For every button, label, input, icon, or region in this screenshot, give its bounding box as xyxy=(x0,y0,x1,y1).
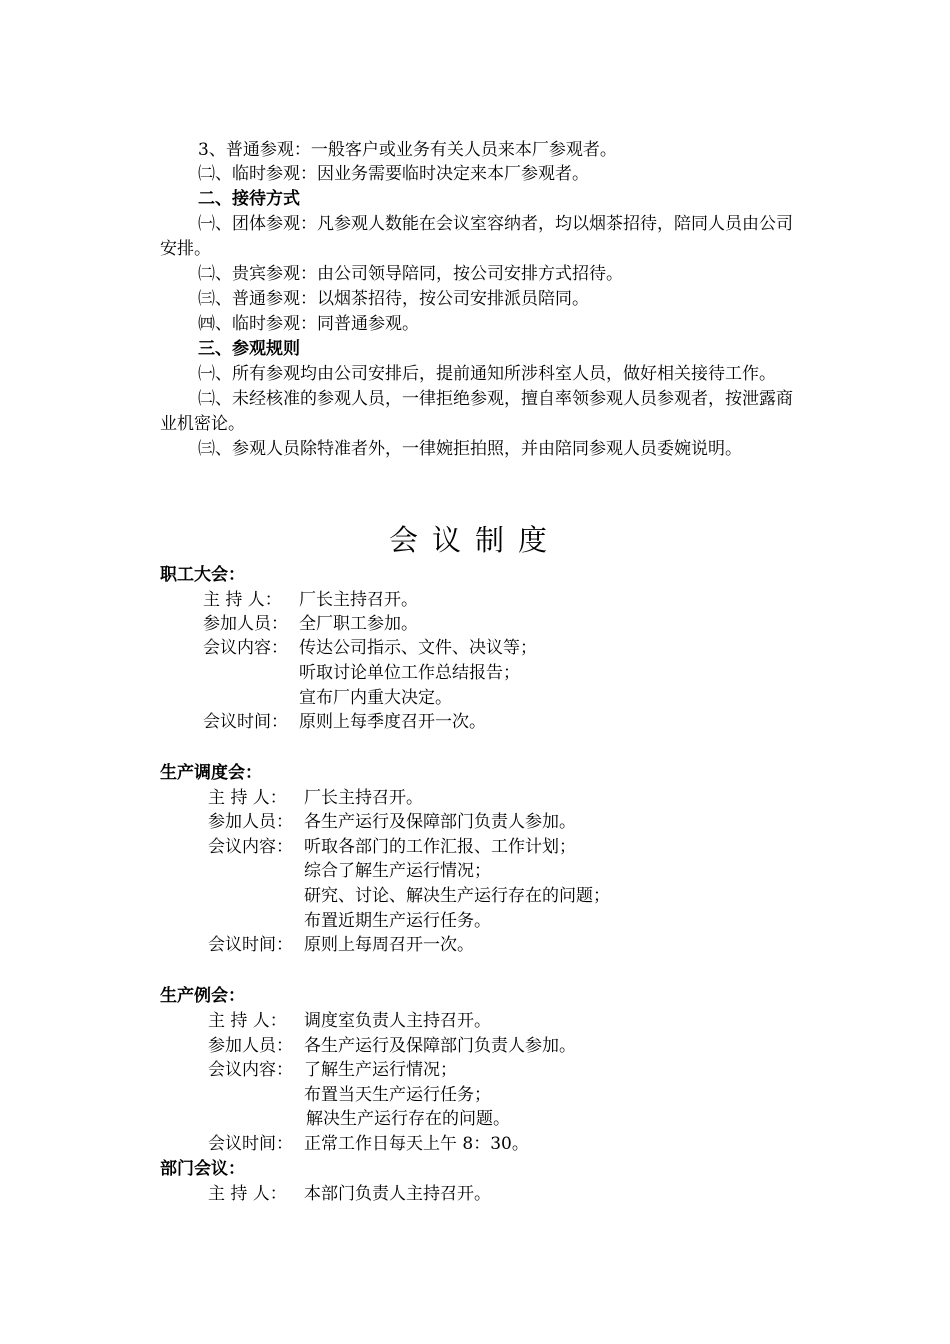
routine-content-2: 布置当天生产运行任务； xyxy=(304,1085,491,1105)
dispatch-content-4: 布置近期生产运行任务。 xyxy=(304,911,491,931)
attend-value: 全厂职工参加。 xyxy=(299,614,418,634)
staff-meeting-heading: 职工大会： xyxy=(160,565,245,585)
dispatch-content-3: 研究、讨论、解决生产运行存在的问题； xyxy=(304,886,610,906)
routine-meeting-heading: 生产例会： xyxy=(160,986,245,1006)
attend-value: 各生产运行及保障部门负责人参加。 xyxy=(304,1036,576,1056)
reception-normal-line: ㈢、普通参观：以烟茶招待，按公司安排派员陪同。 xyxy=(198,289,589,309)
content-label: 会议内容： xyxy=(208,837,293,857)
time-value: 原则上每周召开一次。 xyxy=(304,935,474,955)
staff-content-2: 听取讨论单位工作总结报告； xyxy=(299,663,520,683)
staff-attend-row xyxy=(0,612,950,636)
host-label: 主 持 人： xyxy=(208,788,287,808)
content-value: 了解生产运行情况； xyxy=(304,1060,457,1080)
host-value: 本部门负责人主持召开。 xyxy=(304,1184,491,1204)
dispatch-content-2: 综合了解生产运行情况； xyxy=(304,861,491,881)
attend-label: 参加人员： xyxy=(203,614,288,634)
dispatch-meeting-heading: 生产调度会： xyxy=(160,763,262,783)
host-label: 主 持 人： xyxy=(203,590,282,610)
reception-vip-line: ㈡、贵宾参观：由公司领导陪同，按公司安排方式招待。 xyxy=(198,264,623,284)
host-value: 厂长主持召开。 xyxy=(304,788,423,808)
section-heading-reception-method: 二、接待方式 xyxy=(198,189,300,209)
meeting-system-title: 会议制度 xyxy=(388,523,561,557)
content-label: 会议内容： xyxy=(203,638,288,658)
host-label: 主 持 人： xyxy=(208,1011,287,1031)
host-value: 调度室负责人主持召开。 xyxy=(304,1011,491,1031)
content-value: 传达公司指示、文件、决议等； xyxy=(299,638,537,658)
reception-temp-method-line: ㈣、临时参观：同普通参观。 xyxy=(198,314,419,334)
time-label: 会议时间： xyxy=(208,1134,293,1154)
visit-rule-2: ㈡、未经核准的参观人员，一律拒绝参观，擅自率领参观人员参观者，按泄露商 xyxy=(198,389,793,409)
content-label: 会议内容： xyxy=(208,1060,293,1080)
reception-group-line-cont: 安排。 xyxy=(160,239,211,259)
visit-rule-3: ㈢、参观人员除特准者外，一律婉拒拍照，并由陪同参观人员委婉说明。 xyxy=(198,439,742,459)
routine-attend-row xyxy=(0,1034,950,1058)
section-heading-visit-rules: 三、参观规则 xyxy=(198,339,300,359)
dispatch-host-row xyxy=(0,786,950,810)
time-label: 会议时间： xyxy=(203,712,288,732)
attend-value: 各生产运行及保障部门负责人参加。 xyxy=(304,812,576,832)
visit-rule-1: ㈠、所有参观均由公司安排后，提前通知所涉科室人员，做好相关接待工作。 xyxy=(198,364,776,384)
content-value: 听取各部门的工作汇报、工作计划； xyxy=(304,837,576,857)
attend-label: 参加人员： xyxy=(208,812,293,832)
reception-common-line: 3、普通参观：一般客户或业务有关人员来本厂参观者。 xyxy=(198,140,617,160)
routine-host-row xyxy=(0,1009,950,1033)
time-value: 正常工作日每天上午 8：30。 xyxy=(304,1134,529,1154)
dept-host-row xyxy=(0,1182,950,1206)
staff-content-row xyxy=(0,636,950,660)
routine-time-row xyxy=(0,1132,950,1156)
reception-temp-line: ㈡、临时参观：因业务需要临时决定来本厂参观者。 xyxy=(198,164,589,184)
dept-meeting-heading: 部门会议： xyxy=(160,1159,245,1179)
staff-content-3: 宣布厂内重大决定。 xyxy=(299,688,452,708)
staff-time-row xyxy=(0,710,950,734)
dispatch-content-row xyxy=(0,835,950,859)
attend-label: 参加人员： xyxy=(208,1036,293,1056)
reception-group-line: ㈠、团体参观：凡参观人数能在会议室容纳者，均以烟茶招待，陪同人员由公司 xyxy=(198,214,793,234)
routine-content-row xyxy=(0,1058,950,1082)
host-value: 厂长主持召开。 xyxy=(299,590,418,610)
dispatch-attend-row xyxy=(0,810,950,834)
dispatch-time-row xyxy=(0,933,950,957)
host-label: 主 持 人： xyxy=(208,1184,287,1204)
visit-rule-2-cont: 业机密论。 xyxy=(160,414,245,434)
routine-content-3: 解决生产运行存在的问题。 xyxy=(306,1109,510,1129)
time-label: 会议时间： xyxy=(208,935,293,955)
time-value: 原则上每季度召开一次。 xyxy=(299,712,486,732)
staff-host-row xyxy=(0,588,950,612)
